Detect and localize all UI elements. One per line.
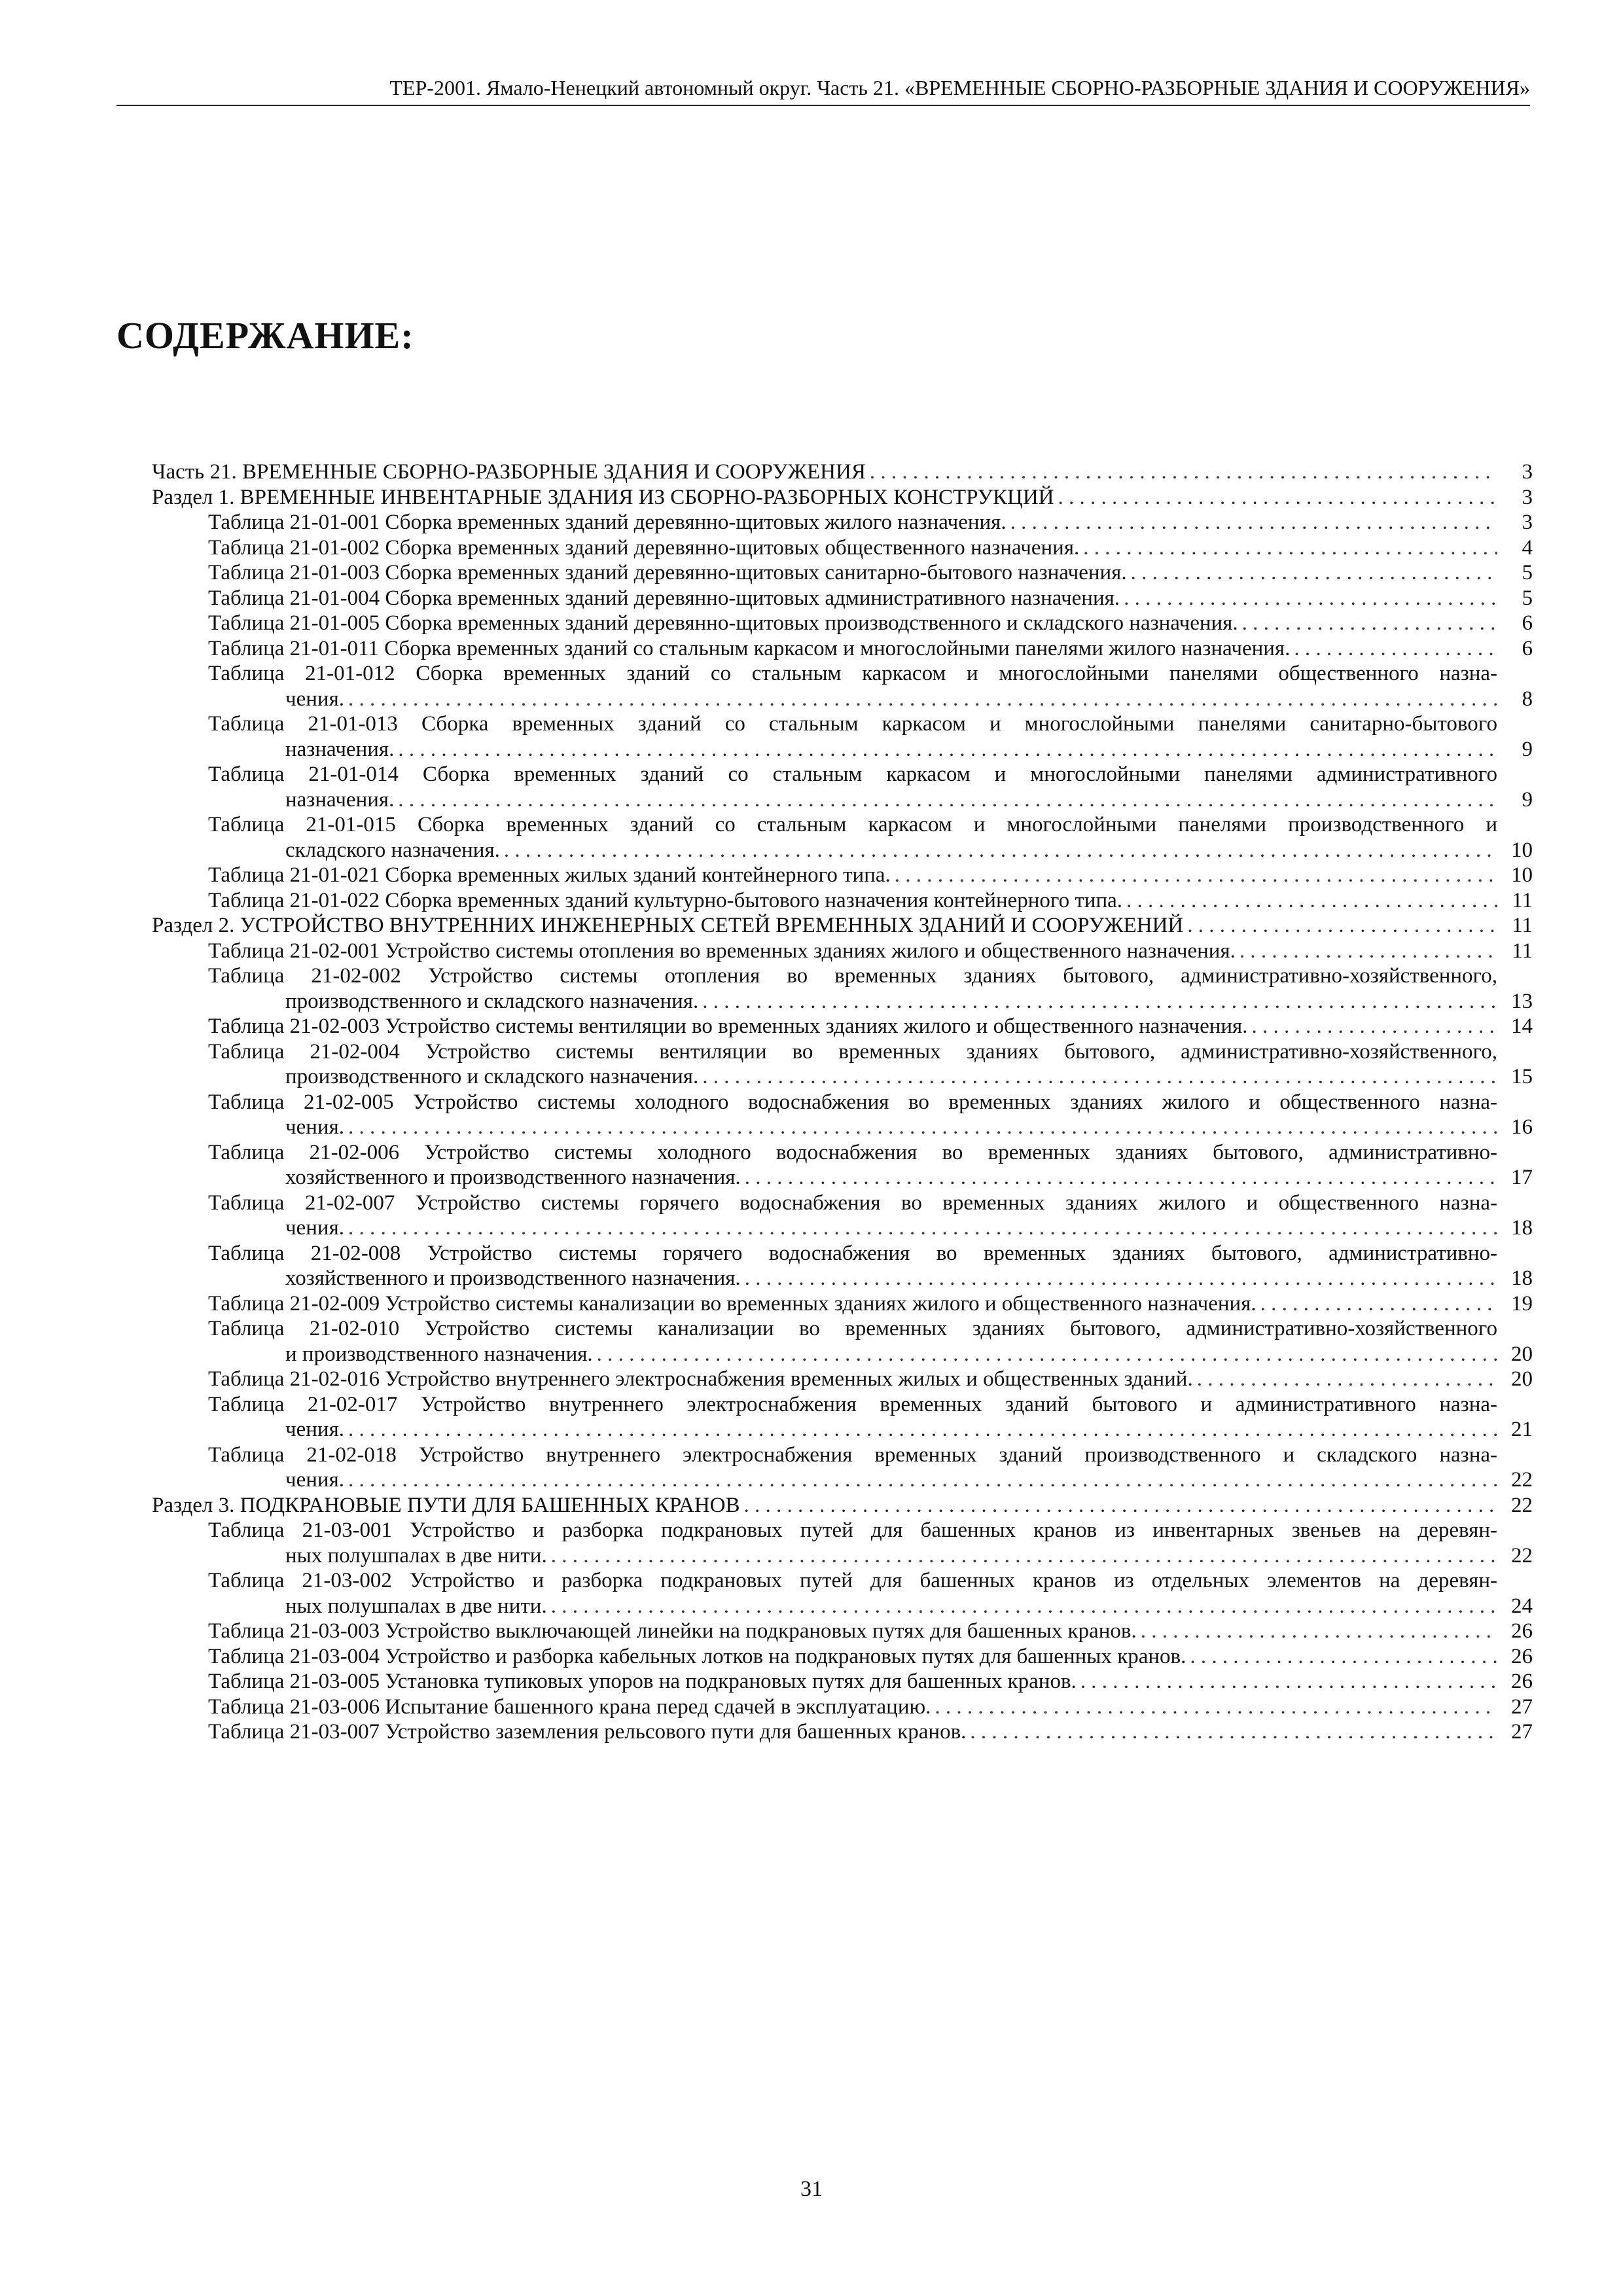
toc-page-number: 11 [1512, 888, 1533, 912]
dot-leader [870, 459, 1497, 485]
toc-page-number: 9 [1522, 737, 1533, 761]
toc-page-number: 11 [1512, 939, 1533, 963]
toc-entry-text: Раздел 3. ПОДКРАНОВЫЕ ПУТИ ДЛЯ БАШЕННЫХ КРАНОВ [152, 1493, 740, 1517]
toc-table-entry[interactable] [152, 586, 1533, 611]
dot-leader [551, 1594, 1497, 1619]
toc-table-entry[interactable] [152, 1191, 1533, 1241]
dot-leader [348, 1115, 1497, 1140]
toc-page-number: 18 [1511, 1216, 1533, 1240]
toc-table-entry[interactable] [152, 1568, 1533, 1619]
table-of-contents [152, 459, 1533, 1745]
toc-entry-text: Таблица 21-01-002 Сборка временных зданий деревянно-щитовых общественного назначения. [208, 535, 1080, 560]
toc-entry-text: Часть 21. ВРЕМЕННЫЕ СБОРНО-РАЗБОРНЫЕ ЗДАНИЯ И СООРУЖЕНИЯ [152, 460, 866, 484]
toc-section[interactable] [152, 1493, 1533, 1518]
toc-entry-text: чения. [285, 1468, 344, 1492]
toc-table-entry[interactable] [152, 661, 1533, 711]
dot-leader [1187, 913, 1497, 939]
toc-entry-text: Таблица 21-02-001 Устройство системы отопления во временных зданиях жилого и общественного назначения. [208, 939, 1236, 963]
toc-page-number: 26 [1511, 1644, 1533, 1668]
toc-entry-text: Таблица 21-02-010 Устройство системы канализации во временных зданиях бытового, административно-хозяйственного [208, 1317, 1497, 1340]
dot-leader [970, 1719, 1497, 1745]
toc-entry-text: Таблица 21-01-005 Сборка временных зданий деревянно-щитовых производственного и складского назначения. [208, 611, 1238, 635]
toc-entry-text: Таблица 21-03-006 Испытание башенного крана перед сдачей в эксплуатацию. [208, 1695, 931, 1719]
toc-entry-text: Таблица 21-01-022 Сборка временных зданий культурно-бытового назначения контейнерного типа. [208, 888, 1123, 912]
toc-table-entry[interactable] [152, 1669, 1533, 1695]
toc-table-entry[interactable] [152, 535, 1533, 561]
toc-table-entry[interactable] [152, 1695, 1533, 1720]
dot-leader [1251, 1014, 1497, 1039]
toc-page-number: 26 [1511, 1619, 1533, 1643]
toc-table-entry[interactable] [152, 1241, 1533, 1291]
toc-table-entry[interactable] [152, 1014, 1533, 1039]
toc-table-entry[interactable] [152, 1619, 1533, 1644]
dot-leader [1080, 1669, 1497, 1695]
toc-entry-text: Таблица 21-01-013 Сборка временных зданий со стальным каркасом и многослойными панелями санитарно-бытового [208, 712, 1497, 736]
toc-page-number: 8 [1522, 687, 1533, 711]
toc-entry-text: Таблица 21-01-004 Сборка временных зданий деревянно-щитовых административного назначения. [208, 586, 1120, 610]
toc-section[interactable] [152, 485, 1533, 511]
dot-leader [398, 737, 1497, 762]
toc-table-entry[interactable] [152, 863, 1533, 888]
toc-page-number: 9 [1522, 787, 1533, 812]
dot-leader [895, 863, 1497, 888]
toc-entry-text: Таблица 21-03-003 Устройство выключающей линейки на подкрановых путях для башенных кранов. [208, 1619, 1137, 1643]
toc-entry-text: чения. [285, 687, 344, 711]
toc-page-number: 15 [1511, 1065, 1533, 1088]
dot-leader [1240, 939, 1497, 964]
dot-leader [1131, 560, 1497, 586]
toc-entry-text: Таблица 21-02-003 Устройство системы вентиляции во временных зданиях жилого и общественного назначения. [208, 1014, 1248, 1038]
toc-table-entry[interactable] [152, 510, 1533, 535]
toc-table-entry[interactable] [152, 1644, 1533, 1670]
toc-table-entry[interactable] [152, 560, 1533, 586]
dot-leader [1010, 510, 1497, 535]
dot-leader [551, 1543, 1497, 1569]
dot-leader [1083, 535, 1497, 561]
toc-entry-text: Таблица 21-01-011 Сборка временных зданий со стальным каркасом и многослойными панелями жилого назначения. [208, 636, 1291, 660]
dot-leader [1260, 1291, 1497, 1317]
page-number: 31 [800, 2177, 823, 2201]
dot-leader [702, 1064, 1497, 1090]
dot-leader [1242, 611, 1497, 636]
dot-leader [348, 1467, 1497, 1493]
toc-page-number: 4 [1522, 535, 1533, 560]
toc-page-number: 3 [1522, 511, 1533, 534]
toc-page-number: 26 [1511, 1670, 1533, 1693]
dot-leader [1126, 888, 1497, 914]
toc-entry-text: Таблица 21-03-007 Устройство заземления рельсового пути для башенных кранов. [208, 1720, 967, 1744]
toc-entry-text: Таблица 21-01-015 Сборка временных зданий со стальным каркасом и многослойными панелями производственного и [208, 813, 1497, 836]
toc-entry-text: назначения. [285, 737, 395, 761]
running-header: ТЕР-2001. Ямало-Ненецкий автономный округ. Часть 21. «ВРЕМЕННЫЕ СБОРНО-РАЗБОРНЫЕ ЗДАНИЯ И СООРУЖЕНИЯ» [389, 76, 1530, 99]
toc-entry-text: Раздел 2. УСТРОЙСТВО ВНУТРЕННИХ ИНЖЕНЕРНЫХ СЕТЕЙ ВРЕМЕННЫХ ЗДАНИЙ И СООРУЖЕНИЙ [152, 914, 1184, 937]
toc-page-number: 16 [1511, 1115, 1533, 1139]
toc-table-entry[interactable] [152, 888, 1533, 914]
dot-leader [504, 838, 1497, 863]
toc-table-entry[interactable] [152, 1367, 1533, 1392]
toc-page-number: 6 [1522, 611, 1533, 635]
toc-table-entry[interactable] [152, 636, 1533, 662]
dot-leader [745, 1165, 1497, 1191]
toc-table-entry[interactable] [152, 939, 1533, 964]
toc-entry-text: Таблица 21-02-007 Устройство системы горячего водоснабжения во временных зданиях жилого и общественного назна- [208, 1191, 1497, 1215]
toc-page-number: 17 [1511, 1166, 1533, 1189]
toc-table-entry[interactable] [152, 1090, 1533, 1140]
page-title: СОДЕРЖАНИЕ: [116, 314, 414, 357]
dot-leader [348, 1215, 1497, 1241]
toc-page-number: 18 [1511, 1266, 1533, 1290]
toc-page-number: 22 [1511, 1493, 1533, 1517]
toc-entry-text: Таблица 21-02-005 Устройство системы холодного водоснабжения во временных зданиях жилого и общественного назна- [208, 1090, 1497, 1114]
toc-entry-text: Таблица 21-03-001 Устройство и разборка подкрановых путей для башенных кранов из инвентарных звеньев на деревян- [208, 1518, 1497, 1542]
toc-entry-text: Таблица 21-01-001 Сборка временных зданий деревянно-щитовых жилого назначения. [208, 511, 1007, 534]
toc-table-entry[interactable] [152, 611, 1533, 636]
toc-entry-text: чения. [285, 1418, 344, 1441]
toc-table-entry[interactable] [152, 1392, 1533, 1443]
toc-table-entry[interactable] [152, 1039, 1533, 1090]
toc-page-number: 10 [1511, 838, 1533, 862]
toc-page-number: 27 [1511, 1720, 1533, 1744]
dot-leader [702, 989, 1497, 1014]
dot-leader [398, 787, 1497, 813]
header-divider [116, 105, 1530, 106]
dot-leader [935, 1695, 1497, 1720]
dot-leader [597, 1342, 1497, 1367]
toc-page-number: 14 [1511, 1014, 1533, 1038]
toc-entry-text: Таблица 21-02-004 Устройство системы вентиляции во временных зданиях бытового, административно-хозяйственного, [208, 1039, 1497, 1064]
toc-entry-text: производственного и складского назначения. [285, 1065, 699, 1088]
toc-entry-text: Таблица 21-02-008 Устройство системы горячего водоснабжения во временных зданиях бытового, административно- [208, 1241, 1497, 1265]
toc-table-entry[interactable] [152, 711, 1533, 762]
toc-table-entry[interactable] [152, 812, 1533, 863]
toc-table-entry[interactable] [152, 963, 1533, 1014]
dot-leader [745, 1266, 1497, 1291]
toc-entry-text: ных полушпалах в две нити. [285, 1594, 547, 1618]
toc-entry-text: назначения. [285, 787, 395, 812]
toc-entry-text: Таблица 21-03-004 Устройство и разборка кабельных лотков на подкрановых путях для башенных кранов. [208, 1644, 1186, 1668]
dot-leader [1294, 636, 1497, 662]
toc-page-number: 21 [1511, 1418, 1533, 1441]
dot-leader [1124, 586, 1497, 611]
toc-page-number: 19 [1511, 1291, 1533, 1316]
toc-entry-text: Таблица 21-02-006 Устройство системы холодного водоснабжения во временных зданиях бытового, административно- [208, 1140, 1497, 1164]
toc-entry-text: Раздел 1. ВРЕМЕННЫЕ ИНВЕНТАРНЫЕ ЗДАНИЯ ИЗ СБОРНО-РАЗБОРНЫХ КОНСТРУКЦИЙ [152, 485, 1054, 509]
toc-entry-text: Таблица 21-02-009 Устройство системы канализации во временных зданиях жилого и общественного назначения. [208, 1291, 1257, 1316]
toc-table-entry[interactable] [152, 1316, 1533, 1367]
toc-entry-text: Таблица 21-02-018 Устройство внутреннего электроснабжения временных зданий производственного и складского назна- [208, 1443, 1497, 1467]
toc-page-number: 22 [1511, 1543, 1533, 1568]
toc-entry-text: Таблица 21-02-017 Устройство внутреннего электроснабжения временных зданий бытового и административного назна- [208, 1392, 1497, 1416]
toc-entry-text: хозяйственного и производственного назначения. [285, 1266, 741, 1290]
dot-leader [348, 687, 1497, 712]
toc-table-entry[interactable] [152, 1443, 1533, 1493]
toc-entry-text: Таблица 21-02-002 Устройство системы отопления во временных зданиях бытового, административно-хозяйственного, [208, 964, 1497, 988]
toc-part[interactable] [152, 459, 1533, 485]
toc-table-entry[interactable] [152, 1291, 1533, 1317]
toc-page-number: 24 [1511, 1594, 1533, 1618]
toc-entry-text: складского назначения. [285, 838, 500, 862]
toc-table-entry[interactable] [152, 1518, 1533, 1568]
toc-table-entry[interactable] [152, 762, 1533, 812]
toc-table-entry[interactable] [152, 1719, 1533, 1745]
toc-page-number: 22 [1511, 1468, 1533, 1492]
toc-table-entry[interactable] [152, 1140, 1533, 1191]
toc-page-number: 20 [1511, 1342, 1533, 1366]
toc-entry-text: ных полушпалах в две нити. [285, 1543, 547, 1568]
toc-entry-text: Таблица 21-01-012 Сборка временных зданий со стальным каркасом и многослойными панелями общественного назна- [208, 662, 1497, 685]
toc-page-number: 11 [1512, 914, 1533, 937]
dot-leader [744, 1493, 1497, 1518]
toc-entry-text: чения. [285, 1115, 344, 1139]
dot-leader [1190, 1644, 1497, 1670]
toc-page-number: 20 [1511, 1367, 1533, 1391]
toc-page-number: 27 [1511, 1695, 1533, 1719]
toc-entry-text: Таблица 21-01-021 Сборка временных жилых зданий контейнерного типа. [208, 863, 891, 887]
toc-entry-text: чения. [285, 1216, 344, 1240]
toc-page-number: 5 [1522, 586, 1533, 610]
dot-leader [348, 1417, 1497, 1443]
dot-leader [1058, 485, 1497, 511]
dot-leader [1141, 1619, 1497, 1644]
toc-entry-text: Таблица 21-01-003 Сборка временных зданий деревянно-щитовых санитарно-бытового назначения. [208, 561, 1127, 584]
toc-entry-text: Таблица 21-03-002 Устройство и разборка подкрановых путей для башенных кранов из отдельных элементов на деревян- [208, 1569, 1497, 1592]
toc-page-number: 13 [1511, 989, 1533, 1013]
toc-entry-text: Таблица 21-01-014 Сборка временных зданий со стальным каркасом и многослойными панелями административного [208, 762, 1497, 786]
toc-page-number: 3 [1522, 460, 1533, 484]
toc-section[interactable] [152, 913, 1533, 939]
toc-page-number: 10 [1511, 863, 1533, 887]
toc-entry-text: производственного и складского назначения. [285, 989, 699, 1013]
dot-leader [1197, 1367, 1497, 1392]
toc-page-number: 6 [1522, 636, 1533, 660]
toc-entry-text: и производственного назначения. [285, 1342, 593, 1366]
toc-entry-text: Таблица 21-03-005 Установка тупиковых упоров на подкрановых путях для башенных кранов. [208, 1670, 1077, 1693]
toc-page-number: 5 [1522, 561, 1533, 584]
toc-entry-text: Таблица 21-02-016 Устройство внутреннего электроснабжения временных жилых и общественных зданий. [208, 1367, 1193, 1391]
toc-entry-text: хозяйственного и производственного назначения. [285, 1166, 741, 1189]
toc-page-number: 3 [1522, 485, 1533, 509]
